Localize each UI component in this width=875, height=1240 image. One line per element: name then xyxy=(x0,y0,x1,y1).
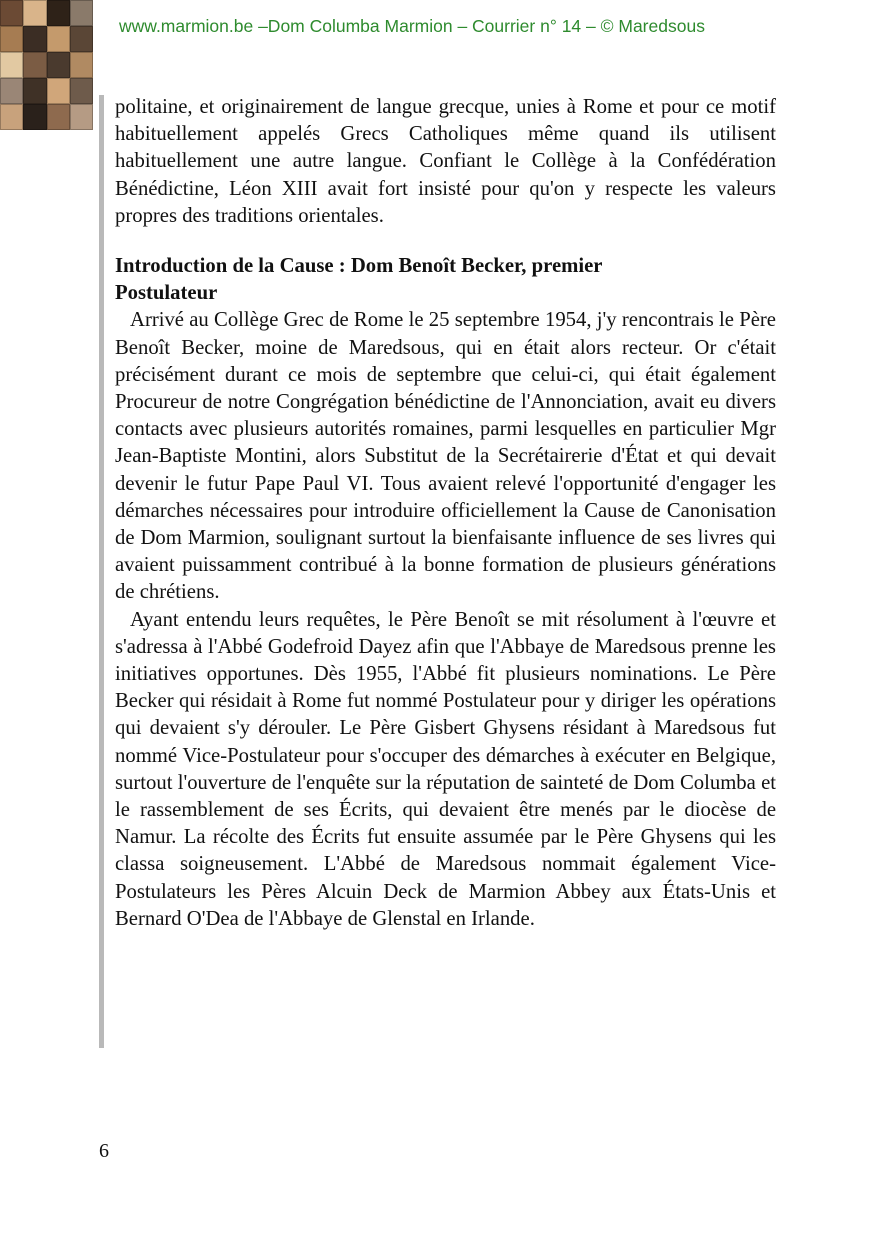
collage-tile xyxy=(23,104,46,130)
page-number: 6 xyxy=(99,1140,109,1162)
collage-tile xyxy=(0,52,23,78)
collage-tile xyxy=(23,78,46,104)
paragraph: Ayant entendu leurs requêtes, le Père Benoît se mit résolument à l'œuvre et s'adressa à l'Abbé Godefroid Dayez afin que l'Abbaye de Maredsous prenne les initiatives opportunes. Dès 1955, l'Abbé fit plusieurs nominations. Le Père Becker qui résidait à Rome fut nommé Postulateur pour y diriger les opérations qui devaient s'y dérouler. Le Père Gisbert Ghysens résidant à Maredsous fut nommé Vice-Postulateur pour s'occuper des démarches à exécuter en Belgique, surtout l'ouverture de l'enquête sur la réputation de sainteté de Dom Columba et le rassemblement de ses Écrits, qui devaient être menés par le diocèse de Namur. La récolte des Écrits fut ensuite assumée par le Père Ghysens qui les classa soigneusement. L'Abbé de Maredsous nommait également Vice-Postulateurs les Pères Alcuin Deck de Marmion Abbey aux États-Unis et Bernard O'Dea de l'Abbaye de Glenstal en Irlande. xyxy=(115,608,776,930)
collage-tile xyxy=(47,52,70,78)
collage-tile xyxy=(70,0,93,26)
collage-tile xyxy=(0,0,23,26)
collage-tile xyxy=(47,26,70,52)
collage-tile xyxy=(23,26,46,52)
article-body xyxy=(115,94,776,933)
section-heading: Introduction de la Cause : Dom Benoît Becker, premier Postulateur xyxy=(115,255,603,305)
collage-tile xyxy=(70,26,93,52)
collage-tile xyxy=(47,104,70,130)
collage-tile xyxy=(47,0,70,26)
collage-tile xyxy=(0,78,23,104)
collage-tile xyxy=(70,104,93,130)
collage-tile xyxy=(0,104,23,130)
collage-tile xyxy=(70,52,93,78)
portrait-collage-image xyxy=(0,0,93,130)
collage-tile xyxy=(70,78,93,104)
page-header-text: www.marmion.be –Dom Columba Marmion – Courrier n° 14 – © Maredsous xyxy=(119,16,705,36)
left-margin-rule xyxy=(99,95,104,1048)
collage-tile xyxy=(23,0,46,26)
collage-tile xyxy=(23,52,46,78)
paragraph-continued: politaine, et originairement de langue grecque, unies à Rome et pour ce motif habituellement appelés Grecs Catholiques même quand ils utilisent habituellement une autre langue. Confiant le Collège à la Confédération Bénédictine, Léon XIII avait fort insisté pour qu'on y respecte les valeurs propres des traditions orientales. xyxy=(115,96,776,227)
collage-tile xyxy=(0,26,23,52)
collage-tile xyxy=(47,78,70,104)
paragraph: Arrivé au Collège Grec de Rome le 25 septembre 1954, j'y rencontrais le Père Benoît Becker, moine de Maredsous, qui en était alors recteur. Or c'était précisément durant ce mois de septembre que celui-ci, qui était également Procureur de notre Congrégation bénédictine de l'Annonciation, avait eu divers contacts avec plusieurs autorités romaines, parmi lesquelles en particulier Mgr Jean-Baptiste Montini, alors Substitut de la Secrétairerie d'État et qui devait devenir le futur Pape Paul VI. Tous avaient relevé l'opportunité d'engager les démarches nécessaires pour introduire officiellement la Cause de Canonisation de Dom Marmion, soulignant surtout la bienfaisante influence de ses livres qui avaient puissamment contribué à la bonne formation de plusieurs générations de chrétiens. xyxy=(115,309,776,604)
